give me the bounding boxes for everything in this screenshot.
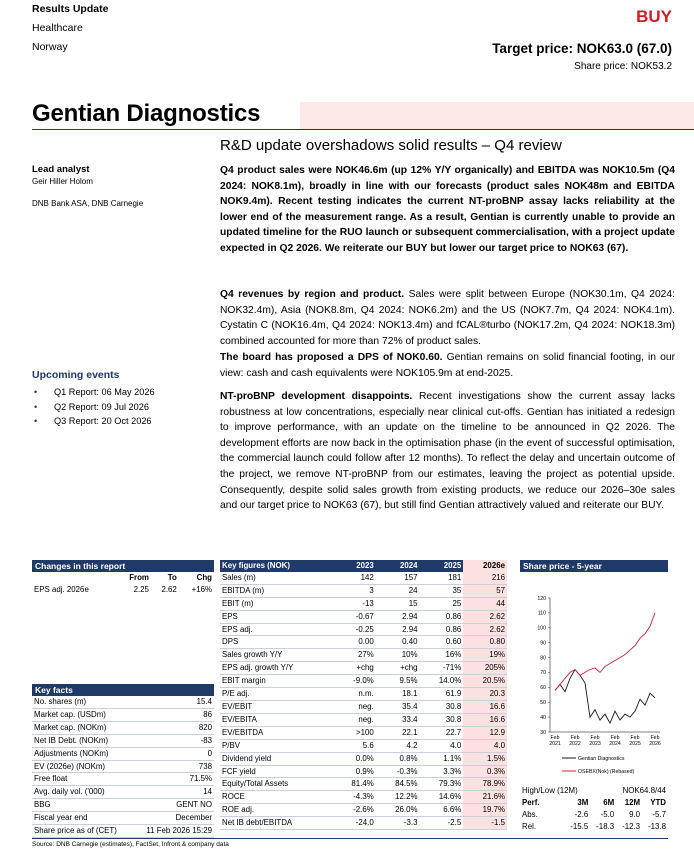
key-figures-row bbox=[220, 713, 507, 726]
dps-paragraph bbox=[220, 350, 675, 381]
metric-value: 216 bbox=[463, 572, 507, 584]
fact-label: Share price as of (CET) bbox=[32, 825, 133, 838]
metric-label: Equity/Total Assets bbox=[220, 778, 332, 791]
metric-value: -24.0 bbox=[332, 817, 376, 830]
y-tick-label: 120 bbox=[537, 595, 546, 602]
x-tick-label: 2022 bbox=[569, 741, 581, 747]
title-band bbox=[300, 102, 694, 129]
metric-value: 3.3% bbox=[420, 765, 464, 778]
perf-value: -2.6 bbox=[574, 810, 589, 819]
fact-label: Market cap. (USDm) bbox=[32, 708, 133, 721]
performance-table bbox=[520, 785, 668, 833]
country: Norway bbox=[32, 41, 68, 53]
sector: Healthcare bbox=[32, 22, 83, 34]
fact-value: 15.4 bbox=[133, 696, 214, 708]
metric-value: 16% bbox=[420, 649, 464, 662]
changes-to: 2.62 bbox=[161, 584, 177, 594]
metric-label: DPS bbox=[220, 636, 332, 649]
metric-value: -71% bbox=[420, 662, 464, 675]
perf-value: -18.3 bbox=[596, 822, 615, 831]
metric-value: 19% bbox=[463, 649, 507, 662]
metric-value: 16.6 bbox=[463, 713, 507, 726]
key-facts-box bbox=[32, 684, 214, 838]
metric-label: EV/EBIT bbox=[220, 700, 332, 713]
share-chart-title: Share price - 5-year bbox=[520, 560, 668, 572]
metric-value: 2.94 bbox=[376, 623, 420, 636]
year-header: 2023 bbox=[332, 560, 376, 572]
metric-label: P/BV bbox=[220, 739, 332, 752]
dps-heading: The board has proposed a DPS of NOK0.60. bbox=[220, 352, 443, 363]
y-tick-label: 60 bbox=[540, 685, 546, 692]
fact-value: 820 bbox=[133, 721, 214, 734]
key-figures-row bbox=[220, 572, 507, 584]
fact-label: Fiscal year end bbox=[32, 812, 133, 825]
report-type: Results Update bbox=[32, 3, 109, 15]
y-tick-label: 40 bbox=[540, 714, 546, 721]
perf-value: -5.7 bbox=[652, 810, 666, 819]
x-tick-label: Feb bbox=[610, 735, 620, 741]
fact-label: EV (2026e) (NOKm) bbox=[32, 760, 133, 773]
report-title: R&D update overshadows solid results – Q4 review bbox=[220, 137, 562, 154]
metric-value: 79.3% bbox=[420, 778, 464, 791]
metric-value: 0.86 bbox=[420, 610, 464, 623]
key-figures-row bbox=[220, 726, 507, 739]
fact-label: Net IB Debt. (NOKm) bbox=[32, 734, 133, 747]
metric-value: 30.8 bbox=[420, 700, 464, 713]
perf-row-label: Abs. bbox=[522, 810, 538, 819]
key-figures-row bbox=[220, 700, 507, 713]
key-figures-row bbox=[220, 623, 507, 636]
metric-value: 15 bbox=[376, 597, 420, 610]
changes-header-blank bbox=[32, 572, 117, 584]
metric-value: -0.3% bbox=[376, 765, 420, 778]
company-name: Gentian Diagnostics bbox=[32, 100, 261, 127]
metric-value: 21.6% bbox=[463, 791, 507, 804]
metric-label: ROE adj. bbox=[220, 804, 332, 817]
ntprobnp-text: Recent investigations show the current assay lacks robustness at low concentrations, especially near clinical cut-offs. Gentian has initiated a redesign to improve performance, with an update on the timeline to be announced in Q2 2026. The development efforts are now back in the optimisation phase (in the event of successful optimisation, the commercial launch could follow after 12 months). To reflect the delay and uncertain outcome of the project, we remove NT-proBNP from our estimates, leaving the project as potential upside. Consequently, despite solid sales growth from existing products, we reduce our 2026–30e sales and our target price to NOK63 (67), but still find Gentian attractively valued and reiterate our BUY. bbox=[220, 391, 675, 512]
metric-value: 2.62 bbox=[463, 610, 507, 623]
metric-value: 30.8 bbox=[420, 713, 464, 726]
analyst-firm: DNB Bank ASA, DNB Carnegie bbox=[32, 199, 144, 208]
metric-value: 81.4% bbox=[332, 778, 376, 791]
perf-value: 9.0 bbox=[629, 810, 641, 819]
y-tick-label: 30 bbox=[540, 729, 546, 736]
analyst-label: Lead analyst bbox=[32, 164, 90, 175]
metric-value: 35.4 bbox=[376, 700, 420, 713]
key-figures-title: Key figures (NOK) bbox=[220, 560, 332, 572]
metric-value: neg. bbox=[332, 700, 376, 713]
metric-value: 3 bbox=[332, 584, 376, 597]
metric-value: 0.0% bbox=[332, 752, 376, 765]
x-tick-label: Feb bbox=[550, 735, 560, 741]
metric-value: 6.6% bbox=[420, 804, 464, 817]
key-facts-row bbox=[32, 734, 214, 747]
metric-value: 157 bbox=[376, 572, 420, 584]
perf-header: 6M bbox=[603, 798, 615, 807]
fact-value: GENT NO bbox=[133, 799, 214, 812]
changes-from: 2.25 bbox=[133, 584, 149, 594]
metric-label: FCF yield bbox=[220, 765, 332, 778]
metric-label: EV/EBITDA bbox=[220, 726, 332, 739]
metric-value: >100 bbox=[332, 726, 376, 739]
fact-label: Market cap. (NOKm) bbox=[32, 721, 133, 734]
year-header: 2024 bbox=[376, 560, 420, 572]
metric-label: P/E adj. bbox=[220, 688, 332, 701]
changes-header-to: To bbox=[167, 573, 177, 582]
metric-value: 84.5% bbox=[376, 778, 420, 791]
metric-label: EBITDA (m) bbox=[220, 584, 332, 597]
analyst-name: Geir Hiller Holom bbox=[32, 177, 93, 186]
key-figures-row bbox=[220, 752, 507, 765]
metric-value: 22.1 bbox=[376, 726, 420, 739]
key-facts-row bbox=[32, 760, 214, 773]
key-figures-row bbox=[220, 662, 507, 675]
y-tick-label: 70 bbox=[540, 670, 546, 677]
metric-value: 4.0 bbox=[463, 739, 507, 752]
key-figures-row bbox=[220, 636, 507, 649]
metric-label: Sales (m) bbox=[220, 572, 332, 584]
upcoming-event: • Q3 Report: 20 Oct 2026 bbox=[32, 414, 155, 429]
key-facts-row bbox=[32, 721, 214, 734]
metric-label: EBIT (m) bbox=[220, 597, 332, 610]
fact-label: No. shares (m) bbox=[32, 696, 133, 708]
upcoming-event: • Q2 Report: 09 Jul 2026 bbox=[32, 400, 155, 415]
perf-value: -13.8 bbox=[648, 822, 666, 831]
metric-value: n.m. bbox=[332, 688, 376, 701]
metric-value: 10% bbox=[376, 649, 420, 662]
changes-chg: +16% bbox=[191, 584, 212, 594]
metric-value: 142 bbox=[332, 572, 376, 584]
fact-value: -83 bbox=[133, 734, 214, 747]
metric-value: 78.9% bbox=[463, 778, 507, 791]
metric-value: 0.8% bbox=[376, 752, 420, 765]
metric-value: 16.6 bbox=[463, 700, 507, 713]
fact-label: Free float bbox=[32, 773, 133, 786]
metric-value: 20.3 bbox=[463, 688, 507, 701]
metric-value: 61.9 bbox=[420, 688, 464, 701]
x-tick-label: 2026 bbox=[649, 741, 661, 747]
metric-value: -4.3% bbox=[332, 791, 376, 804]
metric-value: 14.6% bbox=[420, 791, 464, 804]
fact-value: 0 bbox=[133, 747, 214, 760]
key-figures-table bbox=[220, 560, 507, 830]
key-facts-row bbox=[32, 812, 214, 825]
metric-value: 22.7 bbox=[420, 726, 464, 739]
fact-value: 11 Feb 2026 15:29 bbox=[133, 825, 214, 838]
metric-value: 24 bbox=[376, 584, 420, 597]
metric-value: -13 bbox=[332, 597, 376, 610]
metric-value: 1.1% bbox=[420, 752, 464, 765]
upcoming-events-title: Upcoming events bbox=[32, 369, 120, 381]
key-facts-row bbox=[32, 708, 214, 721]
key-figures-row bbox=[220, 584, 507, 597]
perf-header: YTD bbox=[650, 798, 666, 807]
key-facts-row bbox=[32, 799, 214, 812]
share-price-box bbox=[520, 560, 668, 784]
metric-label: EPS bbox=[220, 610, 332, 623]
ntprobnp-heading: NT-proBNP development disappoints. bbox=[220, 391, 413, 402]
changes-metric: EPS adj. 2026e bbox=[34, 584, 89, 594]
revenues-text: Sales were split between Europe (NOK30.1m, Q4 2024: NOK32.4m), Asia (NOK8.8m, Q4 2024: NOK6.2m) and the US (NOK7.7m, Q4 2024: NOK4.1m). Cystatin C (NOK16.4m, Q4 2024: NOK13.4m) and fCAL®turbo (NOK17.2m, Q4 2024: NOK18.3m) combined accounted for more than 72% of product sales. bbox=[220, 289, 675, 347]
metric-value: -3.3 bbox=[376, 817, 420, 830]
x-tick-label: Feb bbox=[650, 735, 660, 741]
y-tick-label: 80 bbox=[540, 655, 546, 662]
fact-label: Avg. daily vol. ('000) bbox=[32, 786, 133, 799]
fact-value: 14 bbox=[133, 786, 214, 799]
key-figures-box bbox=[220, 560, 507, 830]
rating-badge: BUY bbox=[636, 7, 672, 26]
key-facts-row bbox=[32, 696, 214, 708]
revenues-paragraph bbox=[220, 287, 675, 349]
fact-value: 86 bbox=[133, 708, 214, 721]
metric-value: -2.6% bbox=[332, 804, 376, 817]
metric-value: 0.00 bbox=[332, 636, 376, 649]
metric-value: 18.1 bbox=[376, 688, 420, 701]
key-figures-row bbox=[220, 765, 507, 778]
upcoming-events-list bbox=[32, 385, 155, 429]
changes-table bbox=[32, 572, 214, 596]
perf-value: -15.5 bbox=[570, 822, 589, 831]
dps-text: Gentian remains on solid financial footing, in our view: cash and cash equivalents were NOK105.9m at end-2025. bbox=[220, 352, 676, 379]
footer-rule bbox=[32, 838, 668, 839]
fact-value: 71.5% bbox=[133, 773, 214, 786]
year-header: 2025 bbox=[420, 560, 464, 572]
metric-value: 25 bbox=[420, 597, 464, 610]
changes-header-chg: Chg bbox=[196, 573, 212, 582]
metric-value: -2.5 bbox=[420, 817, 464, 830]
x-tick-label: 2023 bbox=[589, 741, 601, 747]
metric-value: 27% bbox=[332, 649, 376, 662]
metric-value: +chg bbox=[376, 662, 420, 675]
metric-value: 14.0% bbox=[420, 675, 464, 688]
perf-header: 12M bbox=[624, 798, 641, 807]
metric-value: 2.62 bbox=[463, 623, 507, 636]
key-figures-row bbox=[220, 610, 507, 623]
x-tick-label: Feb bbox=[630, 735, 640, 741]
key-facts-table bbox=[32, 696, 214, 838]
key-figures-row bbox=[220, 804, 507, 817]
metric-value: 0.86 bbox=[420, 623, 464, 636]
series-line-1 bbox=[555, 670, 655, 724]
metric-label: Sales growth Y/Y bbox=[220, 649, 332, 662]
key-figures-row bbox=[220, 817, 507, 830]
y-tick-label: 90 bbox=[540, 640, 546, 647]
metric-value: +chg bbox=[332, 662, 376, 675]
legend-label: Gentian Diagnostics bbox=[578, 755, 625, 762]
fact-label: Adjustments (NOKm) bbox=[32, 747, 133, 760]
changes-title: Changes in this report bbox=[32, 560, 214, 572]
metric-value: 12.2% bbox=[376, 791, 420, 804]
key-facts-row bbox=[32, 747, 214, 760]
metric-value: 9.5% bbox=[376, 675, 420, 688]
x-tick-label: 2025 bbox=[629, 741, 641, 747]
y-tick-label: 110 bbox=[537, 610, 546, 617]
perf-header: Perf. bbox=[522, 798, 540, 807]
metric-value: 181 bbox=[420, 572, 464, 584]
x-tick-label: 2024 bbox=[609, 741, 621, 747]
x-tick-label: 2021 bbox=[549, 741, 561, 747]
changes-box bbox=[32, 560, 214, 596]
metric-value: -1.5 bbox=[463, 817, 507, 830]
metric-value: 20.5% bbox=[463, 675, 507, 688]
share-price: Share price: NOK53.2 bbox=[574, 61, 672, 72]
high-low-value: NOK64.8/44 bbox=[622, 786, 666, 795]
metric-value: -0.67 bbox=[332, 610, 376, 623]
metric-value: 5.6 bbox=[332, 739, 376, 752]
metric-label: EBIT margin bbox=[220, 675, 332, 688]
high-low-label: High/Low (12M) bbox=[522, 786, 578, 795]
metric-value: 2.94 bbox=[376, 610, 420, 623]
metric-value: -9.0% bbox=[332, 675, 376, 688]
metric-value: 205% bbox=[463, 662, 507, 675]
metric-value: 44 bbox=[463, 597, 507, 610]
key-figures-row bbox=[220, 649, 507, 662]
perf-row-label: Rel. bbox=[522, 822, 537, 831]
metric-label: EPS adj. bbox=[220, 623, 332, 636]
summary-paragraph: Q4 product sales were NOK46.6m (up 12% Y/Y organically) and EBITDA was NOK10.5m (Q4 2024: NOK8.1m), broadly in line with our forecasts (product sales NOK48m and EBITDA NOK9.4m). Recent testing indicates the current NT-proBNP assay lacks reliability at the lower end of the measurement range. As a result, Gentian is currently unable to provide an updated timeline for the RUO launch or subsequent commercialisation, with a project update expected in Q2 2026. We reiterate our BUY but lower our target price to NOK63 (67). bbox=[220, 165, 675, 254]
perf-value: -5.0 bbox=[600, 810, 615, 819]
share-price-chart bbox=[520, 572, 668, 782]
metric-value: 12.9 bbox=[463, 726, 507, 739]
key-facts-row bbox=[32, 825, 214, 838]
year-header: 2026e bbox=[463, 560, 507, 572]
metric-value: 33.4 bbox=[376, 713, 420, 726]
fact-label: BBG bbox=[32, 799, 133, 812]
header-rule bbox=[32, 129, 694, 130]
metric-label: EV/EBITA bbox=[220, 713, 332, 726]
legend-label: OSEBX(Nok) (Rebased) bbox=[578, 768, 635, 775]
ntprobnp-paragraph bbox=[220, 389, 675, 514]
metric-value: 0.60 bbox=[420, 636, 464, 649]
metric-value: 1.5% bbox=[463, 752, 507, 765]
metric-label: Dividend yield bbox=[220, 752, 332, 765]
metric-value: 4.0 bbox=[420, 739, 464, 752]
x-tick-label: Feb bbox=[570, 735, 580, 741]
target-price: Target price: NOK63.0 (67.0) bbox=[492, 41, 672, 56]
key-figures-row bbox=[220, 675, 507, 688]
metric-value: 19.7% bbox=[463, 804, 507, 817]
source-note: Source: DNB Carnegie (estimates), FactSet, Infront & company data bbox=[32, 841, 229, 848]
metric-value: 0.9% bbox=[332, 765, 376, 778]
key-figures-row bbox=[220, 688, 507, 701]
metric-value: 35 bbox=[420, 584, 464, 597]
key-figures-row bbox=[220, 778, 507, 791]
metric-value: 57 bbox=[463, 584, 507, 597]
fact-value: 738 bbox=[133, 760, 214, 773]
key-facts-title: Key facts bbox=[32, 684, 214, 696]
upcoming-event: • Q1 Report: 06 May 2026 bbox=[32, 385, 155, 400]
key-facts-row bbox=[32, 773, 214, 786]
metric-value: 0.40 bbox=[376, 636, 420, 649]
key-figures-row bbox=[220, 791, 507, 804]
metric-value: neg. bbox=[332, 713, 376, 726]
performance-box bbox=[520, 785, 668, 833]
metric-value: -0.25 bbox=[332, 623, 376, 636]
metric-value: 26.0% bbox=[376, 804, 420, 817]
perf-value: -12.3 bbox=[622, 822, 641, 831]
changes-header-from: From bbox=[129, 573, 149, 582]
metric-label: ROCE bbox=[220, 791, 332, 804]
metric-label: Net IB debt/EBITDA bbox=[220, 817, 332, 830]
revenues-heading: Q4 revenues by region and product. bbox=[220, 289, 405, 300]
metric-value: 4.2 bbox=[376, 739, 420, 752]
key-facts-row bbox=[32, 786, 214, 799]
y-tick-label: 50 bbox=[540, 700, 546, 707]
key-figures-row bbox=[220, 739, 507, 752]
fact-value: December bbox=[133, 812, 214, 825]
metric-value: 0.3% bbox=[463, 765, 507, 778]
y-tick-label: 100 bbox=[537, 625, 546, 632]
metric-label: EPS adj. growth Y/Y bbox=[220, 662, 332, 675]
metric-value: 0.80 bbox=[463, 636, 507, 649]
x-tick-label: Feb bbox=[590, 735, 600, 741]
key-figures-row bbox=[220, 597, 507, 610]
perf-header: 3M bbox=[577, 798, 589, 807]
